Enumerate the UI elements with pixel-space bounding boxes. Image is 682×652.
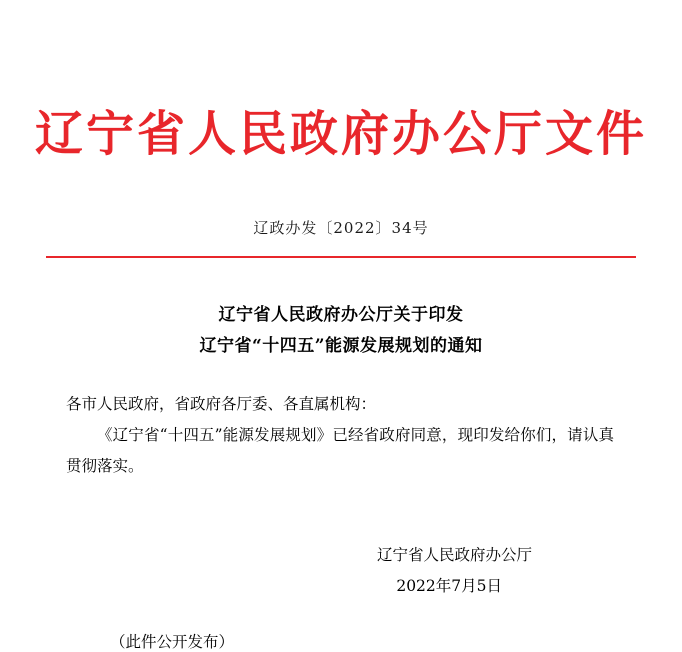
red-divider-rule: [46, 256, 636, 258]
signature-organization: 辽宁省人民政府办公厅: [376, 545, 532, 564]
document-number: 辽政办发〔2022〕34号: [253, 218, 429, 237]
document-body: [0, 389, 682, 482]
subject-line-2: 辽宁省“十四五”能源发展规划的通知: [199, 336, 483, 357]
publication-note: （此件公开发布）: [110, 632, 235, 651]
subject-line-1: 辽宁省人民政府办公厅关于印发: [218, 304, 464, 325]
body-paragraph: 《辽宁省“十四五”能源发展规划》已经省政府同意，现印发给你们，请认真贯彻落实。: [66, 425, 614, 475]
signature-block: [0, 540, 682, 602]
document-masthead-area: [0, 0, 682, 161]
signature-date: 2022年7月5日: [396, 576, 502, 595]
masthead-title: 辽宁省人民政府办公厅文件: [34, 106, 647, 162]
recipient-line: 各市人民政府，省政府各厅委、各直属机构：: [66, 394, 377, 413]
document-subject: [0, 300, 682, 363]
